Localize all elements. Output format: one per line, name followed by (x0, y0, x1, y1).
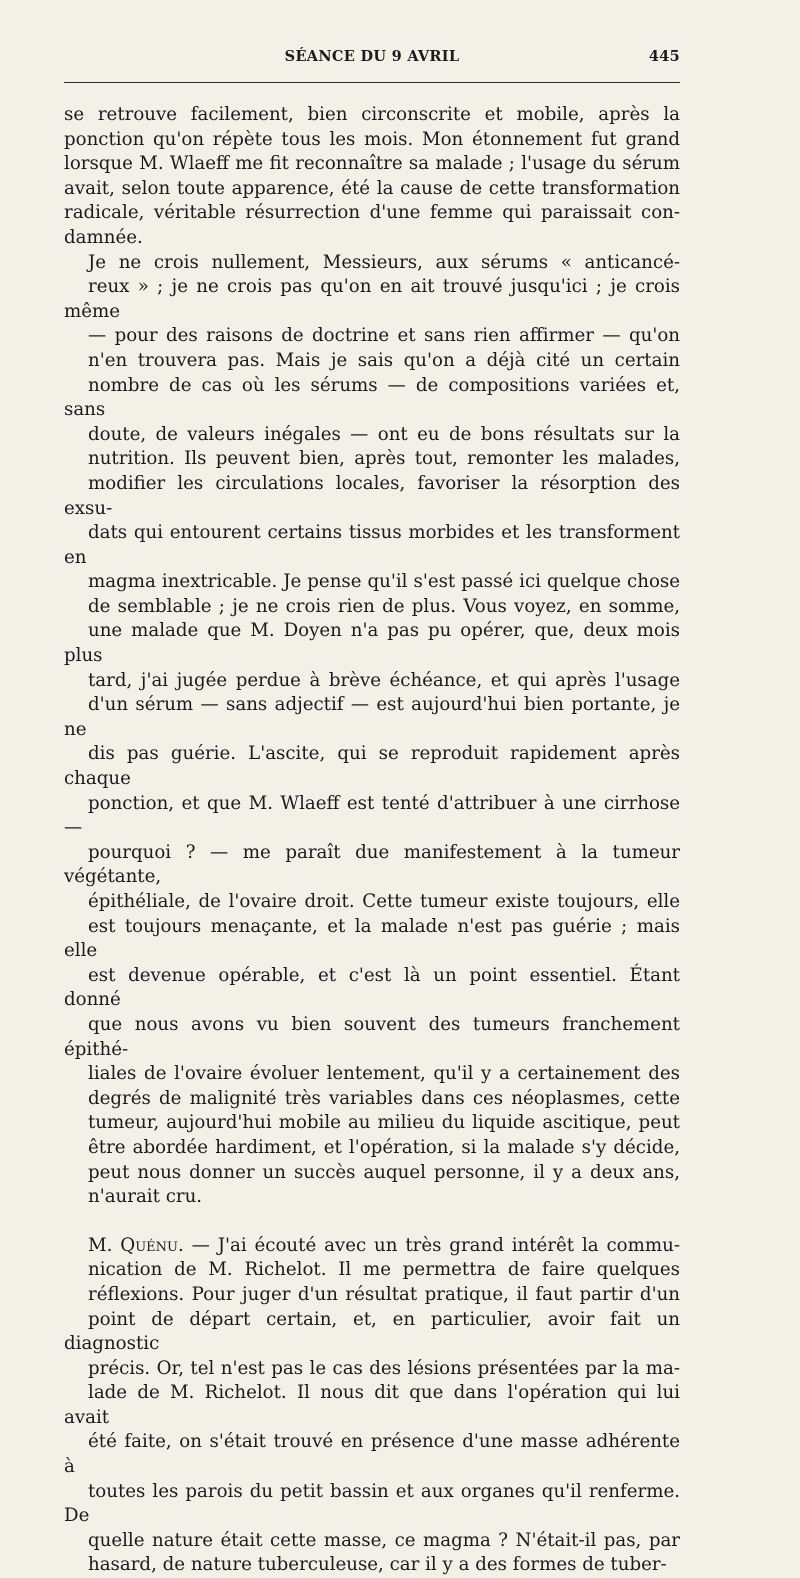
text-line: n'aurait cru. (88, 1186, 203, 1208)
text-line: ponction qu'on répète tous les mois. Mon étonnement fut grand (64, 128, 680, 150)
text-line: dats qui entourent certains tissus morbides et les transforment en (64, 522, 680, 568)
text-line: est toujours menaçante, et la malade n'est pas guérie ; mais elle (64, 915, 680, 962)
text-line: magma inextricable. Je pense qu'il s'est passé ici quelque chose (88, 571, 680, 593)
text-line: se retrouve facilement, bien circonscrite et mobile, après la (64, 104, 680, 125)
text-line: quelle nature était cette masse, ce magma ? N'était-il pas, par (88, 1529, 680, 1551)
header-rule (64, 82, 680, 83)
text-line: point de départ certain, et, en particulier, avoir fait un diagnostic (64, 1308, 680, 1355)
paragraph-quenu (64, 1234, 680, 1578)
running-header (64, 40, 680, 70)
text-line: une malade que M. Doyen n'a pas pu opérer, que, deux mois plus (64, 620, 680, 667)
text-line: ponction, et que M. Wlaeff est tenté d'attribuer à une cirrhose — (64, 792, 680, 839)
text-line: épithéliale, de l'ovaire droit. Cette tumeur existe toujours, elle (88, 891, 680, 912)
text-line: hasard, de nature tuberculeuse, car il y a des formes de tuber- (88, 1554, 667, 1576)
paragraph-richelot (64, 251, 680, 1210)
text-line: degrés de malignité très variables dans ces néoplasmes, cette (88, 1087, 680, 1109)
text-line: Je ne crois nullement, Messieurs, aux sérums « anticancé- (88, 251, 680, 273)
text-line: n'en trouvera pas. Mais je sais qu'on a déjà cité un certain (88, 349, 680, 371)
text-line: — J'ai écouté avec un très grand intérêt la commu- (183, 1234, 680, 1256)
text-line: de semblable ; je ne crois rien de plus. Vous voyez, en somme, (88, 595, 680, 617)
speaker-name: M. Quénu. (88, 1234, 184, 1256)
text-line: été faite, on s'était trouvé en présence d'une masse adhérente à (64, 1431, 680, 1478)
text-line: damnée. (64, 226, 143, 248)
text-line: avait, selon toute apparence, été la cause de cette transformation (64, 177, 680, 199)
text-line: tumeur, aujourd'hui mobile au milieu du liquide ascitique, peut (88, 1112, 680, 1134)
text-line: tard, j'ai jugée perdue à brève échéance, et qui après l'usage (88, 669, 680, 691)
text-line: être abordée hardiment, et l'opération, si la malade s'y décide, (88, 1136, 680, 1158)
text-line: doute, de valeurs inégales — ont eu de bons résultats sur la (88, 423, 680, 445)
page-number: 445 (648, 48, 680, 65)
text-line: précis. Or, tel n'est pas le cas des lésions présentées par la ma- (88, 1357, 680, 1379)
text-line: modifier les circulations locales, favoriser la résorption des exsu- (64, 472, 680, 519)
text-line: peut nous donner un succès auquel personne, il y a deux ans, (88, 1161, 680, 1183)
text-line: que nous avons vu bien souvent des tumeurs franchement épithé- (64, 1013, 680, 1060)
text-line: toutes les parois du petit bassin et aux organes qu'il renferme. De (64, 1480, 680, 1527)
header-title: SÉANCE DU 9 AVRIL (284, 48, 460, 65)
page (64, 40, 680, 1578)
text-line: nombre de cas où les sérums — de compositions variées et, sans (64, 374, 680, 421)
text-line-with-speaker (64, 1234, 680, 1259)
body-text (64, 103, 680, 1578)
text-line: nutrition. Ils peuvent bien, après tout, remonter les malades, (88, 448, 680, 470)
text-line: — pour des raisons de doctrine et sans rien affirmer — qu'on (88, 325, 680, 347)
text-line: lade de M. Richelot. Il nous dit que dans l'opération qui lui avait (64, 1382, 680, 1428)
text-line: pourquoi ? — me paraît due manifestement à la tumeur végétante, (64, 841, 680, 888)
text-line: est devenue opérable, et c'est là un point essentiel. Étant donné (64, 964, 680, 1011)
text-line: nication de M. Richelot. Il me permettra de faire quelques (88, 1259, 680, 1281)
text-line: d'un sérum — sans adjectif — est aujourd'hui bien portante, je ne (64, 694, 680, 740)
text-line: lorsque M. Wlaeff me fit reconnaître sa malade ; l'usage du sérum (64, 153, 680, 175)
text-line: liales de l'ovaire évoluer lentement, qu'il y a certainement des (88, 1063, 680, 1085)
text-line: radicale, véritable résurrection d'une femme qui paraissait con- (64, 202, 680, 224)
text-line: reux » ; je ne crois pas qu'on en ait trouvé jusqu'ici ; je crois même (64, 276, 680, 322)
text-line: réflexions. Pour juger d'un résultat pratique, il faut partir d'un (88, 1283, 680, 1305)
text-line: dis pas guérie. L'ascite, qui se reproduit rapidement après chaque (64, 743, 680, 790)
paragraph-continuation (64, 103, 680, 251)
